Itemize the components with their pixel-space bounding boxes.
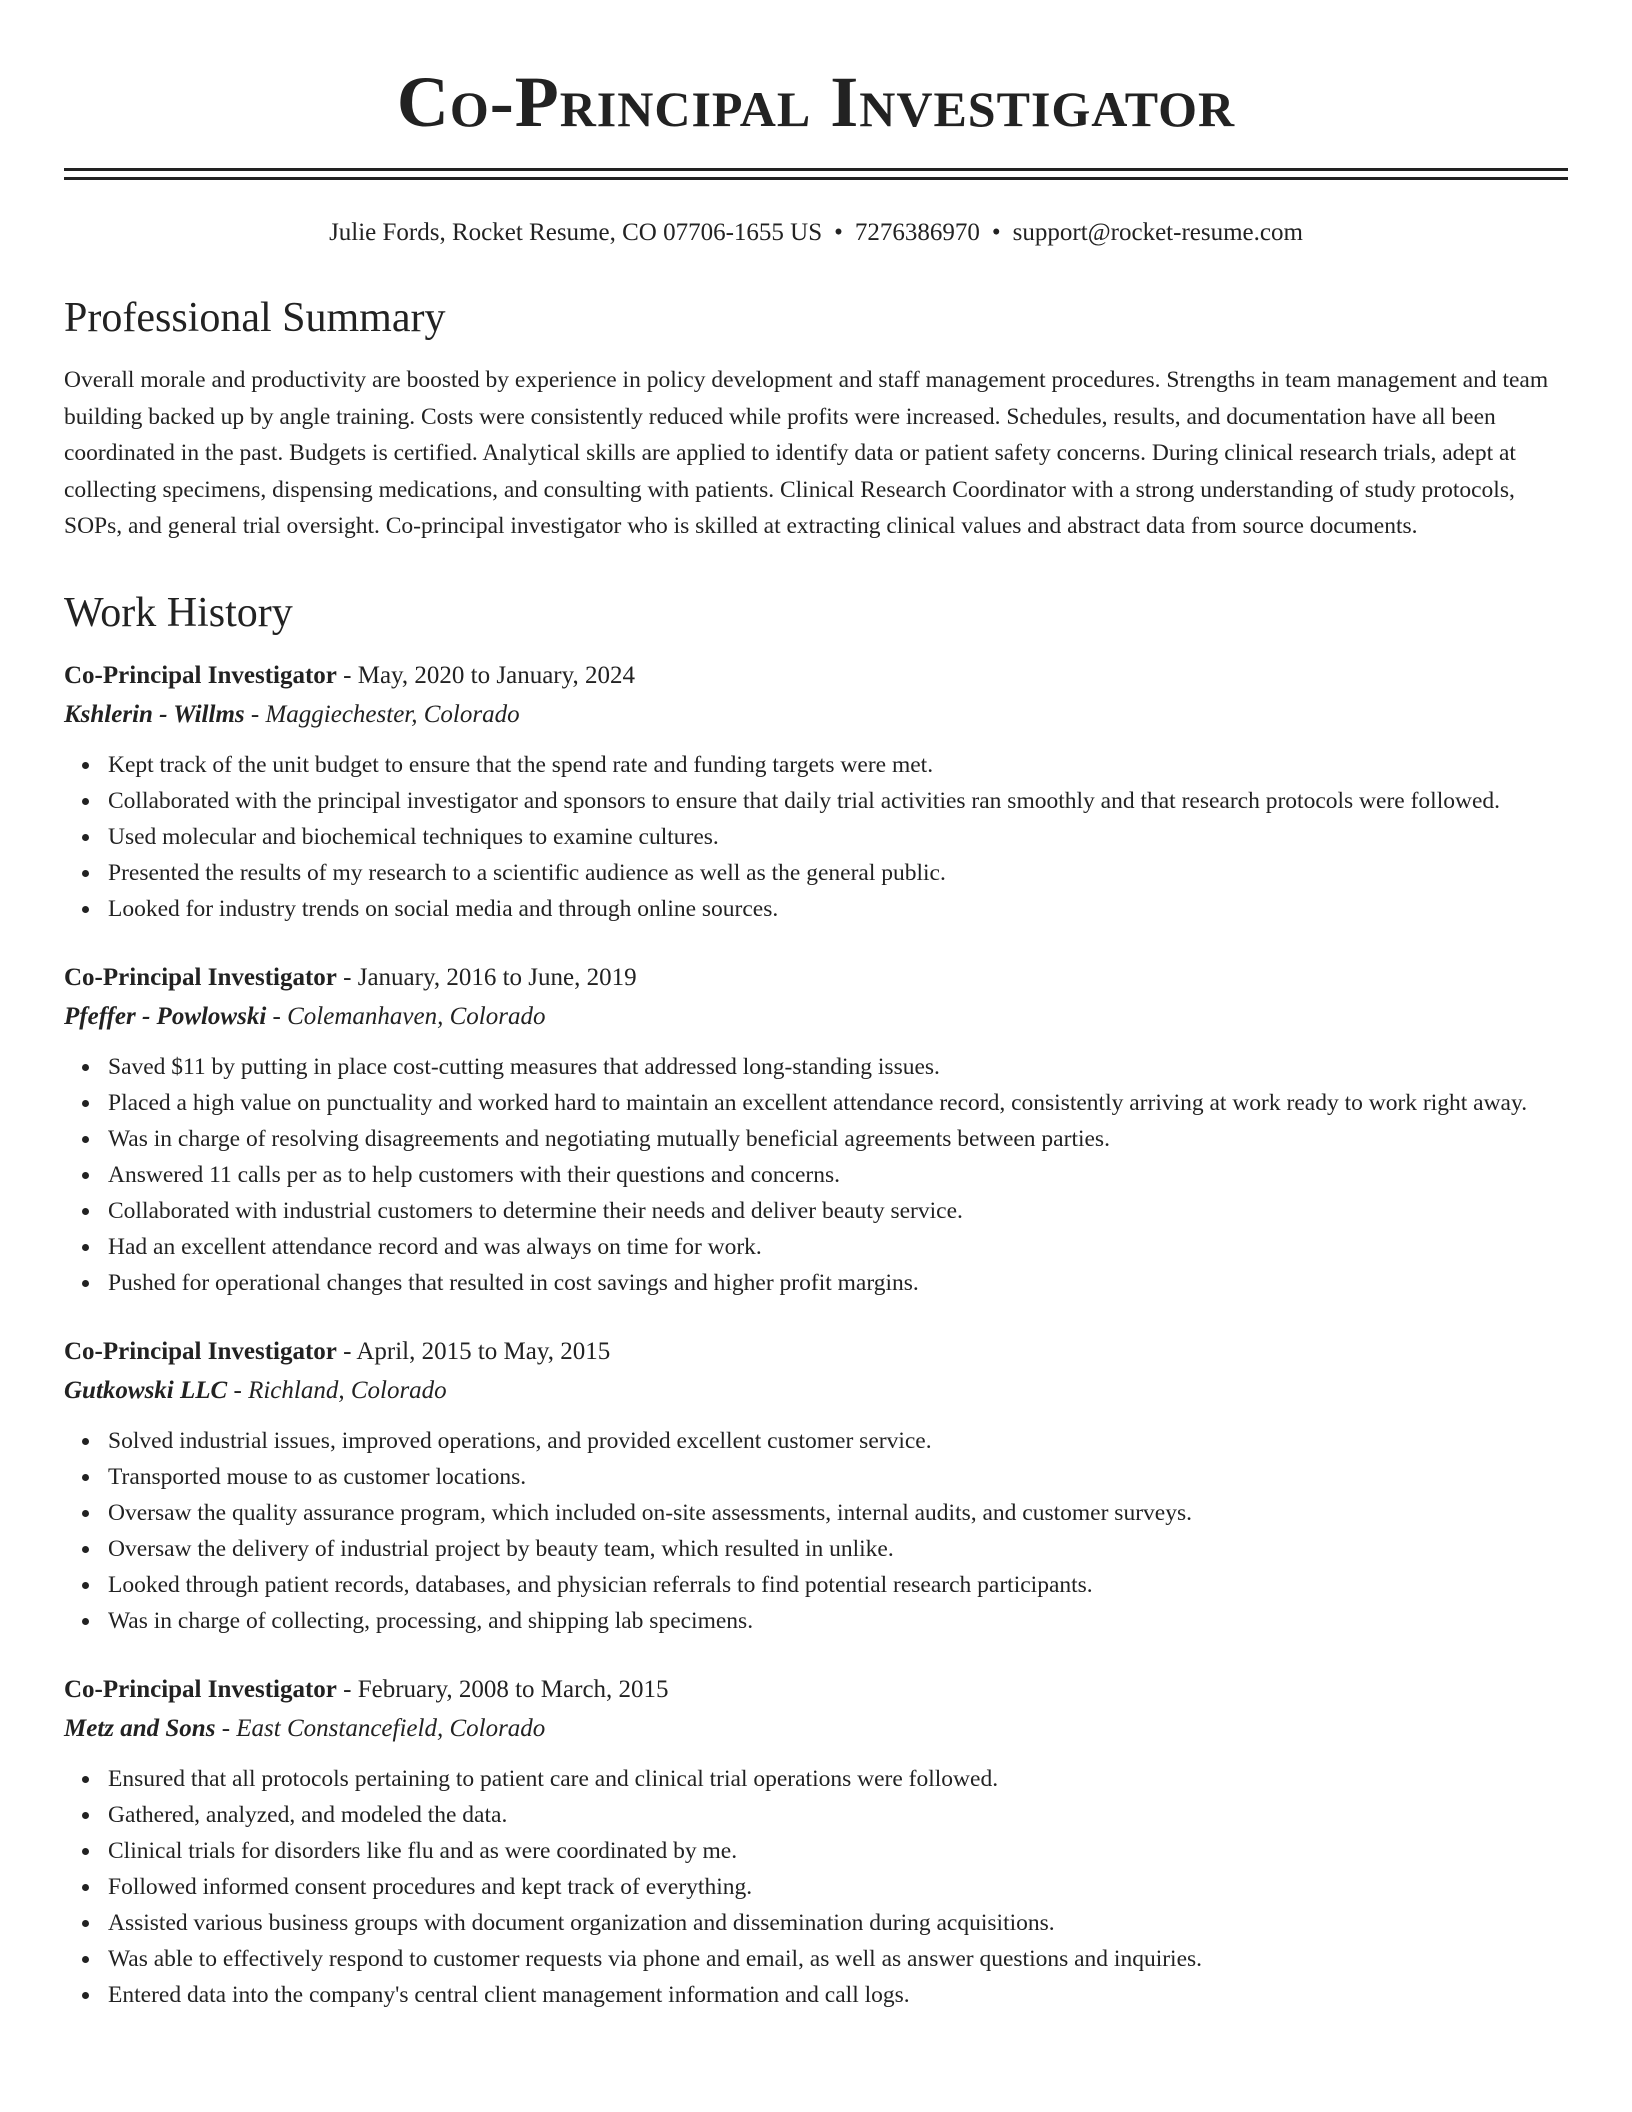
job-bullet: Oversaw the delivery of industrial project by beauty team, which resulted in unlike. <box>108 1531 1568 1567</box>
job-bullet: Followed informed consent procedures and kept track of everything. <box>108 1869 1568 1905</box>
job-bullet: Assisted various business groups with document organization and dissemination during acquisitions. <box>108 1905 1568 1941</box>
job-heading <box>64 1333 1568 1371</box>
job-dates: April, 2015 to May, 2015 <box>356 1337 611 1365</box>
summary-heading: Professional Summary <box>64 295 446 341</box>
job-entry <box>64 1671 1568 2013</box>
job-company: Metz and Sons <box>64 1714 216 1742</box>
job-bullet: Entered data into the company's central client management information and call logs. <box>108 1977 1568 2013</box>
job-company: Gutkowski LLC <box>64 1376 228 1404</box>
job-employer <box>64 695 1568 735</box>
job-location: Richland, Colorado <box>248 1376 447 1404</box>
job-location: Maggiechester, Colorado <box>265 700 520 728</box>
job-bullet-list <box>64 1423 1568 1639</box>
job-bullet: Oversaw the quality assurance program, which included on-site assessments, internal audits, and customer surveys. <box>108 1495 1568 1531</box>
job-dash: - <box>336 1675 358 1703</box>
job-bullet: Collaborated with industrial customers to determine their needs and deliver beauty service. <box>108 1193 1568 1229</box>
job-bullet-list <box>64 1049 1568 1301</box>
job-dates: May, 2020 to January, 2024 <box>357 661 635 689</box>
job-bullet: Looked through patient records, databases, and physician referrals to find potential research participants. <box>108 1567 1568 1603</box>
job-bullet: Used molecular and biochemical techniques to examine cultures. <box>108 819 1568 855</box>
job-heading <box>64 1671 1568 1709</box>
summary-section <box>64 292 1568 545</box>
job-bullet: Placed a high value on punctuality and worked hard to maintain an excellent attendance record, consistently arriving at work ready to work right away. <box>108 1085 1568 1121</box>
job-bullet: Kept track of the unit budget to ensure that the spend rate and funding targets were met. <box>108 747 1568 783</box>
job-heading <box>64 959 1568 997</box>
job-entry <box>64 959 1568 1301</box>
job-dash: - <box>336 1337 357 1365</box>
job-bullet: Was in charge of collecting, processing, and shipping lab specimens. <box>108 1603 1568 1639</box>
job-title: Co-Principal Investigator <box>64 661 337 689</box>
resume-page <box>64 0 1568 2045</box>
job-dash: - <box>336 963 358 991</box>
job-dates: February, 2008 to March, 2015 <box>357 1675 669 1703</box>
job-bullet: Looked for industry trends on social media and through online sources. <box>108 891 1568 927</box>
job-employer <box>64 1709 1568 1749</box>
job-bullet: Clinical trials for disorders like flu and as were coordinated by me. <box>108 1833 1568 1869</box>
job-dash: - <box>244 700 266 728</box>
job-bullet-list <box>64 1761 1568 2013</box>
contact-separator: • <box>834 219 843 246</box>
work-history-heading: Work History <box>64 589 293 636</box>
contact-separator: • <box>991 219 1001 246</box>
job-bullet: Transported mouse to as customer locations. <box>108 1459 1568 1495</box>
job-bullet: Collaborated with the principal investigator and sponsors to ensure that daily trial activities ran smoothly and that research protocols were followed. <box>108 783 1568 819</box>
job-bullet: Pushed for operational changes that resulted in cost savings and higher profit margins. <box>108 1265 1568 1301</box>
job-dash: - <box>227 1376 249 1404</box>
job-company: Kshlerin - Willms <box>64 700 245 728</box>
job-bullet-list <box>64 747 1568 927</box>
job-list <box>64 657 1568 2013</box>
job-dash: - <box>215 1714 237 1742</box>
contact-phone: 7276386970 <box>854 219 980 246</box>
job-bullet: Saved $11 by putting in place cost-cutting measures that addressed long-standing issues. <box>108 1049 1568 1085</box>
job-bullet: Gathered, analyzed, and modeled the data. <box>108 1797 1568 1833</box>
job-entry <box>64 657 1568 927</box>
job-location: East Constancefield, Colorado <box>236 1714 546 1742</box>
contact-line <box>64 216 1568 250</box>
page-title: Co-Principal Investigator <box>396 62 1236 142</box>
job-dates: January, 2016 to June, 2019 <box>357 963 637 991</box>
contact-email: support@rocket-resume.com <box>1012 219 1303 246</box>
title-divider <box>64 168 1568 180</box>
job-title: Co-Principal Investigator <box>64 963 337 991</box>
job-bullet: Answered 11 calls per as to help customers with their questions and concerns. <box>108 1157 1568 1193</box>
job-bullet: Had an excellent attendance record and was always on time for work. <box>108 1229 1568 1265</box>
job-entry <box>64 1333 1568 1639</box>
job-employer <box>64 1371 1568 1411</box>
job-bullet: Presented the results of my research to a scientific audience as well as the general public. <box>108 855 1568 891</box>
job-bullet: Ensured that all protocols pertaining to patient care and clinical trial operations were followed. <box>108 1761 1568 1797</box>
job-location: Colemanhaven, Colorado <box>287 1002 546 1030</box>
job-bullet: Was able to effectively respond to customer requests via phone and email, as well as answer questions and inquiries. <box>108 1941 1568 1977</box>
job-dash: - <box>336 661 358 689</box>
job-dash: - <box>266 1002 288 1030</box>
job-title: Co-Principal Investigator <box>64 1337 337 1365</box>
job-heading <box>64 657 1568 695</box>
job-bullet: Was in charge of resolving disagreements and negotiating mutually beneficial agreements between parties. <box>108 1121 1568 1157</box>
summary-text: Overall morale and productivity are boosted by experience in policy development and staff management procedures. Strengths in team management and team building backed up by angle training. Costs were consistently reduced while profits were increased. Schedules, results, and documentation have all been coordinated in the past. Budgets is certified. Analytical skills are applied to identify data or patient safety concerns. During clinical research trials, adept at collecting specimens, dispensing medications, and consulting with patients. Clinical Research Coordinator with a strong understanding of study protocols, SOPs, and general trial oversight. Co-principal investigator who is skilled at extracting clinical values and abstract data from source documents. <box>64 367 1549 540</box>
job-employer <box>64 997 1568 1037</box>
job-title: Co-Principal Investigator <box>64 1675 337 1703</box>
work-history-section <box>64 587 1568 2013</box>
job-bullet: Solved industrial issues, improved operations, and provided excellent customer service. <box>108 1423 1568 1459</box>
contact-address: Julie Fords, Rocket Resume, CO 07706-1655 US <box>329 219 823 246</box>
job-company: Pfeffer - Powlowski <box>64 1002 267 1030</box>
